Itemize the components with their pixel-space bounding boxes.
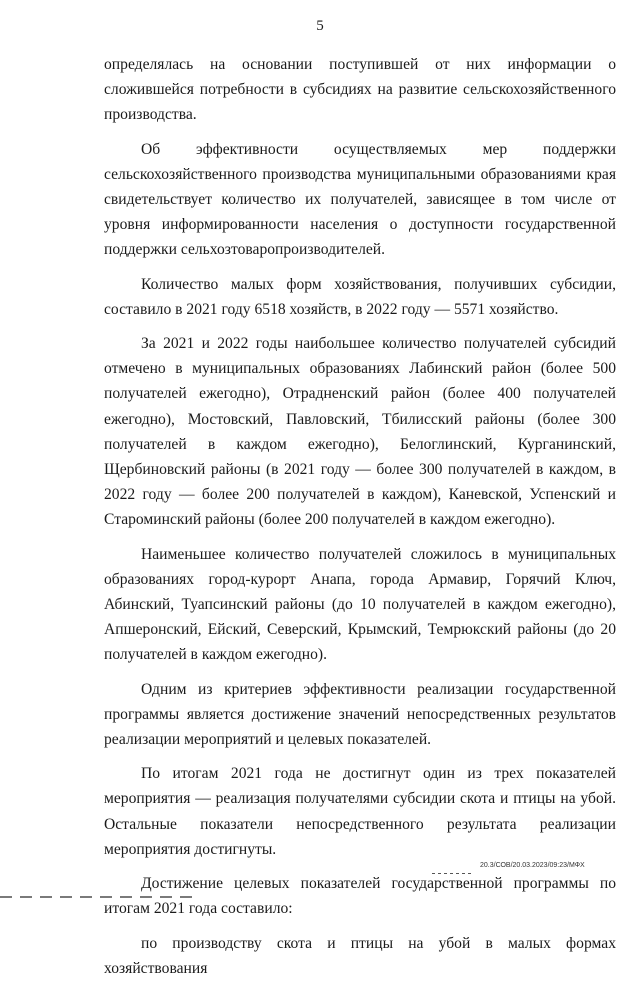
paragraph-4: За 2021 и 2022 годы наибольшее количество получателей субсидий отмечено в муниципальных образованиях Лабинский район (более 500 получателей ежегодно), Отрадненский район (более 400 получателей ежегодно), Мостовский, Павловский, Тбилисский районы (более 300 получателей в каждом ежегодно), Белоглинский, Курганинский, Щербиновский районы (в 2021 году — более 300 получателей в каждом, в 2022 году — более 200 получателей в каждом), Каневской, Успенский и Староминский районы (более 200 получателей в каждом ежегодно). [104, 335, 616, 529]
paragraph-1: определялась на основании поступившей от них информации о сложившейся потребности в субсидиях на развитие сельскохозяйственного производства. [104, 56, 616, 124]
paragraph-5: Наименьшее количество получателей сложилось в муниципальных образованиях город-курорт Анапа, города Армавир, Горячий Ключ, Абинский, Туапсинский районы (до 10 получателей в каждом ежегодно), Апшеронский, Ейский, Северский, Крымский, Темрюкский районы (до 20 получателей в каждом ежегодно). [104, 545, 616, 664]
paragraph-9: по производству скота и птицы на убой в малых формах хозяйствования [104, 934, 616, 977]
scan-artifact-dashes [0, 896, 200, 898]
document-registration-code: 20.3/СОВ/20.03.2023/09:23/МФХ [480, 862, 585, 869]
paragraph-3: Количество малых форм хозяйствования, получивших субсидии, составило в 2021 году 6518 хозяйств, в 2022 году — 5571 хозяйство. [104, 275, 616, 318]
paragraph-7: По итогам 2021 года не достигнут один из трех показателей мероприятия — реализация получателями субсидии скота и птицы на убой. Остальные показатели непосредственного результата реализации мероприятия достигнуты. [104, 765, 616, 858]
document-body [104, 52, 616, 981]
scan-artifact-mark [432, 873, 472, 874]
paragraph-8: Достижение целевых показателей государственной программы по итогам 2021 года составило: [104, 875, 616, 918]
paragraph-6: Одним из критериев эффективности реализации государственной программы является достижение значений непосредственных результатов реализации мероприятий и целевых показателей. [104, 680, 616, 749]
page-number: 5 [316, 18, 324, 34]
paragraph-2: Об эффективности осуществляемых мер поддержки сельскохозяйственного производства муниципальными образованиями края свидетельствует количество их получателей, зависящее в том числе от уровня информированности населения о доступности государственной поддержки сельхозтоваропроизводителей. [104, 140, 616, 259]
